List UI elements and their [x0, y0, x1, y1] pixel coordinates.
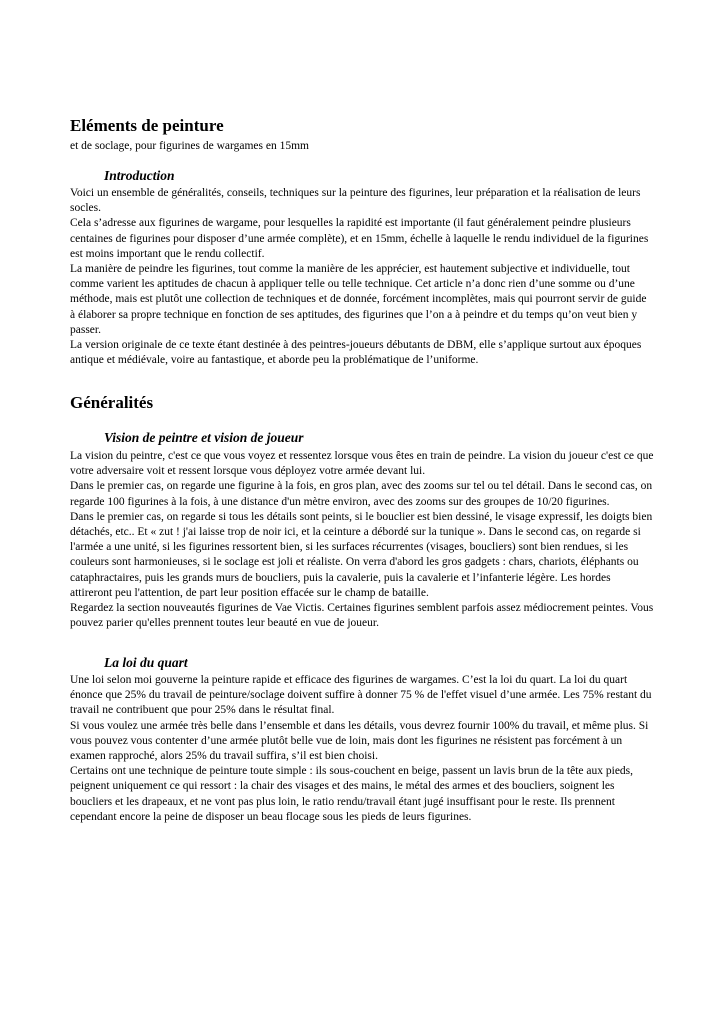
vision-paragraph-3: Dans le premier cas, on regarde si tous les détails sont peints, si le bouclier est bien dessiné, le visage expressif, les doigts bien détachés, etc.. Et « zut ! j'ai laisse trop de noir ici, et la ceinture a débordé sur la tunique ». Dans le second cas, on regarde si l'armée a une unité, si les figurines ressortent bien, si les surfaces récurrentes (visages, boucliers) sont bien rendues, si les couleurs sont harmonieuses, si le soclage est joli et réaliste. On verra d'abord les gros gadgets : chars, chariots, éléphants ou cataphractaires, puis les grands murs de boucliers, puis la cavalerie, puis la cavalerie et l’infanterie légère. Les hordes attireront peu l'attention, de part leur position effacée sur le champ de bataille. [70, 510, 653, 599]
document-subtitle: et de soclage, pour figurines de wargames en 15mm [70, 140, 309, 152]
introduction-heading: Introduction [104, 168, 175, 183]
generalites-heading: Généralités [70, 393, 154, 412]
document-title: Eléments de peinture [70, 116, 224, 135]
introduction-paragraph-4: La version originale de ce texte étant destinée à des peintres-joueurs débutants de DBM, elle s’applique surtout aux époques antique et médiévale, voire au fantastique, et aborde peu la problématique de l’uniforme. [70, 339, 642, 367]
vision-paragraph-1: La vision du peintre, c'est ce que vous voyez et ressentez lorsque vous êtes en train de peindre. La vision du joueur c'est ce que votre adversaire voit et ressent lorsque vous déployez votre armée devant lui. [70, 450, 654, 478]
introduction-paragraph-2: Cela s’adresse aux figurines de wargame, pour lesquelles la rapidité est importante (il faut généralement peindre plusieurs centaines de figurines pour disposer d’une armée complète), et en 15mm, échelle à laquelle le rendu individuel de la figurines est moins important que le rendu collectif. [70, 217, 649, 260]
introduction-body [70, 186, 654, 368]
vision-paragraph-2: Dans le premier cas, on regarde une figurine à la fois, en gros plan, avec des zooms sur tel ou tel détail. Dans le second cas, on regarde 100 figurines à la fois, à une distance d'un mètre environ, avec des zooms sur des groupes de 10/20 figurines. [70, 480, 653, 508]
vision-heading: Vision de peintre et vision de joueur [104, 430, 304, 445]
loi-du-quart-paragraph-3: Certains ont une technique de peinture toute simple : ils sous-couchent en beige, passent un lavis brun de la tête aux pieds, peignent uniquement ce qui ressort : la chair des visages et des mains, le métal des armes et des boucliers, soignent les boucliers et les drapeaux, et ne vont pas plus loin, le ratio rendu/travail étant jugé insuffisant pour le reste. Ils prennent cependant encore la peine de disposer un beau flocage sous les pieds de leurs figurines. [70, 765, 634, 823]
introduction-paragraph-1: Voici un ensemble de généralités, conseils, techniques sur la peinture des figurines, leur préparation et la réalisation de leurs socles. [70, 187, 641, 215]
loi-du-quart-body [70, 673, 654, 825]
vision-paragraph-4: Regardez la section nouveautés figurines de Vae Victis. Certaines figurines semblent parfois assez médiocrement peintes. Vous pouvez parier qu'elles prennent toutes leur beauté en vue de joueur. [70, 602, 654, 630]
loi-du-quart-paragraph-1: Une loi selon moi gouverne la peinture rapide et efficace des figurines de wargames. C’est la loi du quart. La loi du quart énonce que 25% du travail de peinture/soclage doivent suffire à donner 75 % de l'effet visuel d’une armée. Les 75% restant du travail ne contribuent que pour 25% dans le résultat final. [70, 674, 652, 717]
introduction-paragraph-3: La manière de peindre les figurines, tout comme la manière de les apprécier, est hautement subjective et individuelle, tout comme varient les aptitudes de chacun à appliquer telle ou telle technique. Cet article n’a donc rien d’une somme ou d’une méthode, mais est plutôt une collection de techniques et de donnée, forcément incomplètes, mais qui pourront servir de guide à élaborer sa propre technique en fonction de ses aptitudes, des figurines que l’on a à peindre et du temps qu’on veut bien y passer. [70, 263, 647, 336]
loi-du-quart-heading: La loi du quart [104, 655, 188, 670]
loi-du-quart-paragraph-2: Si vous voulez une armée très belle dans l’ensemble et dans les détails, vous devrez fournir 100% du travail, et même plus. Si vous pouvez vous contenter d’une armée plutôt belle vue de loin, mais dont les figurines ne résistent pas forcément à un examen rapproché, alors 25% du travail suffira, s’il est bien choisi. [70, 719, 649, 763]
vision-body [70, 449, 654, 631]
